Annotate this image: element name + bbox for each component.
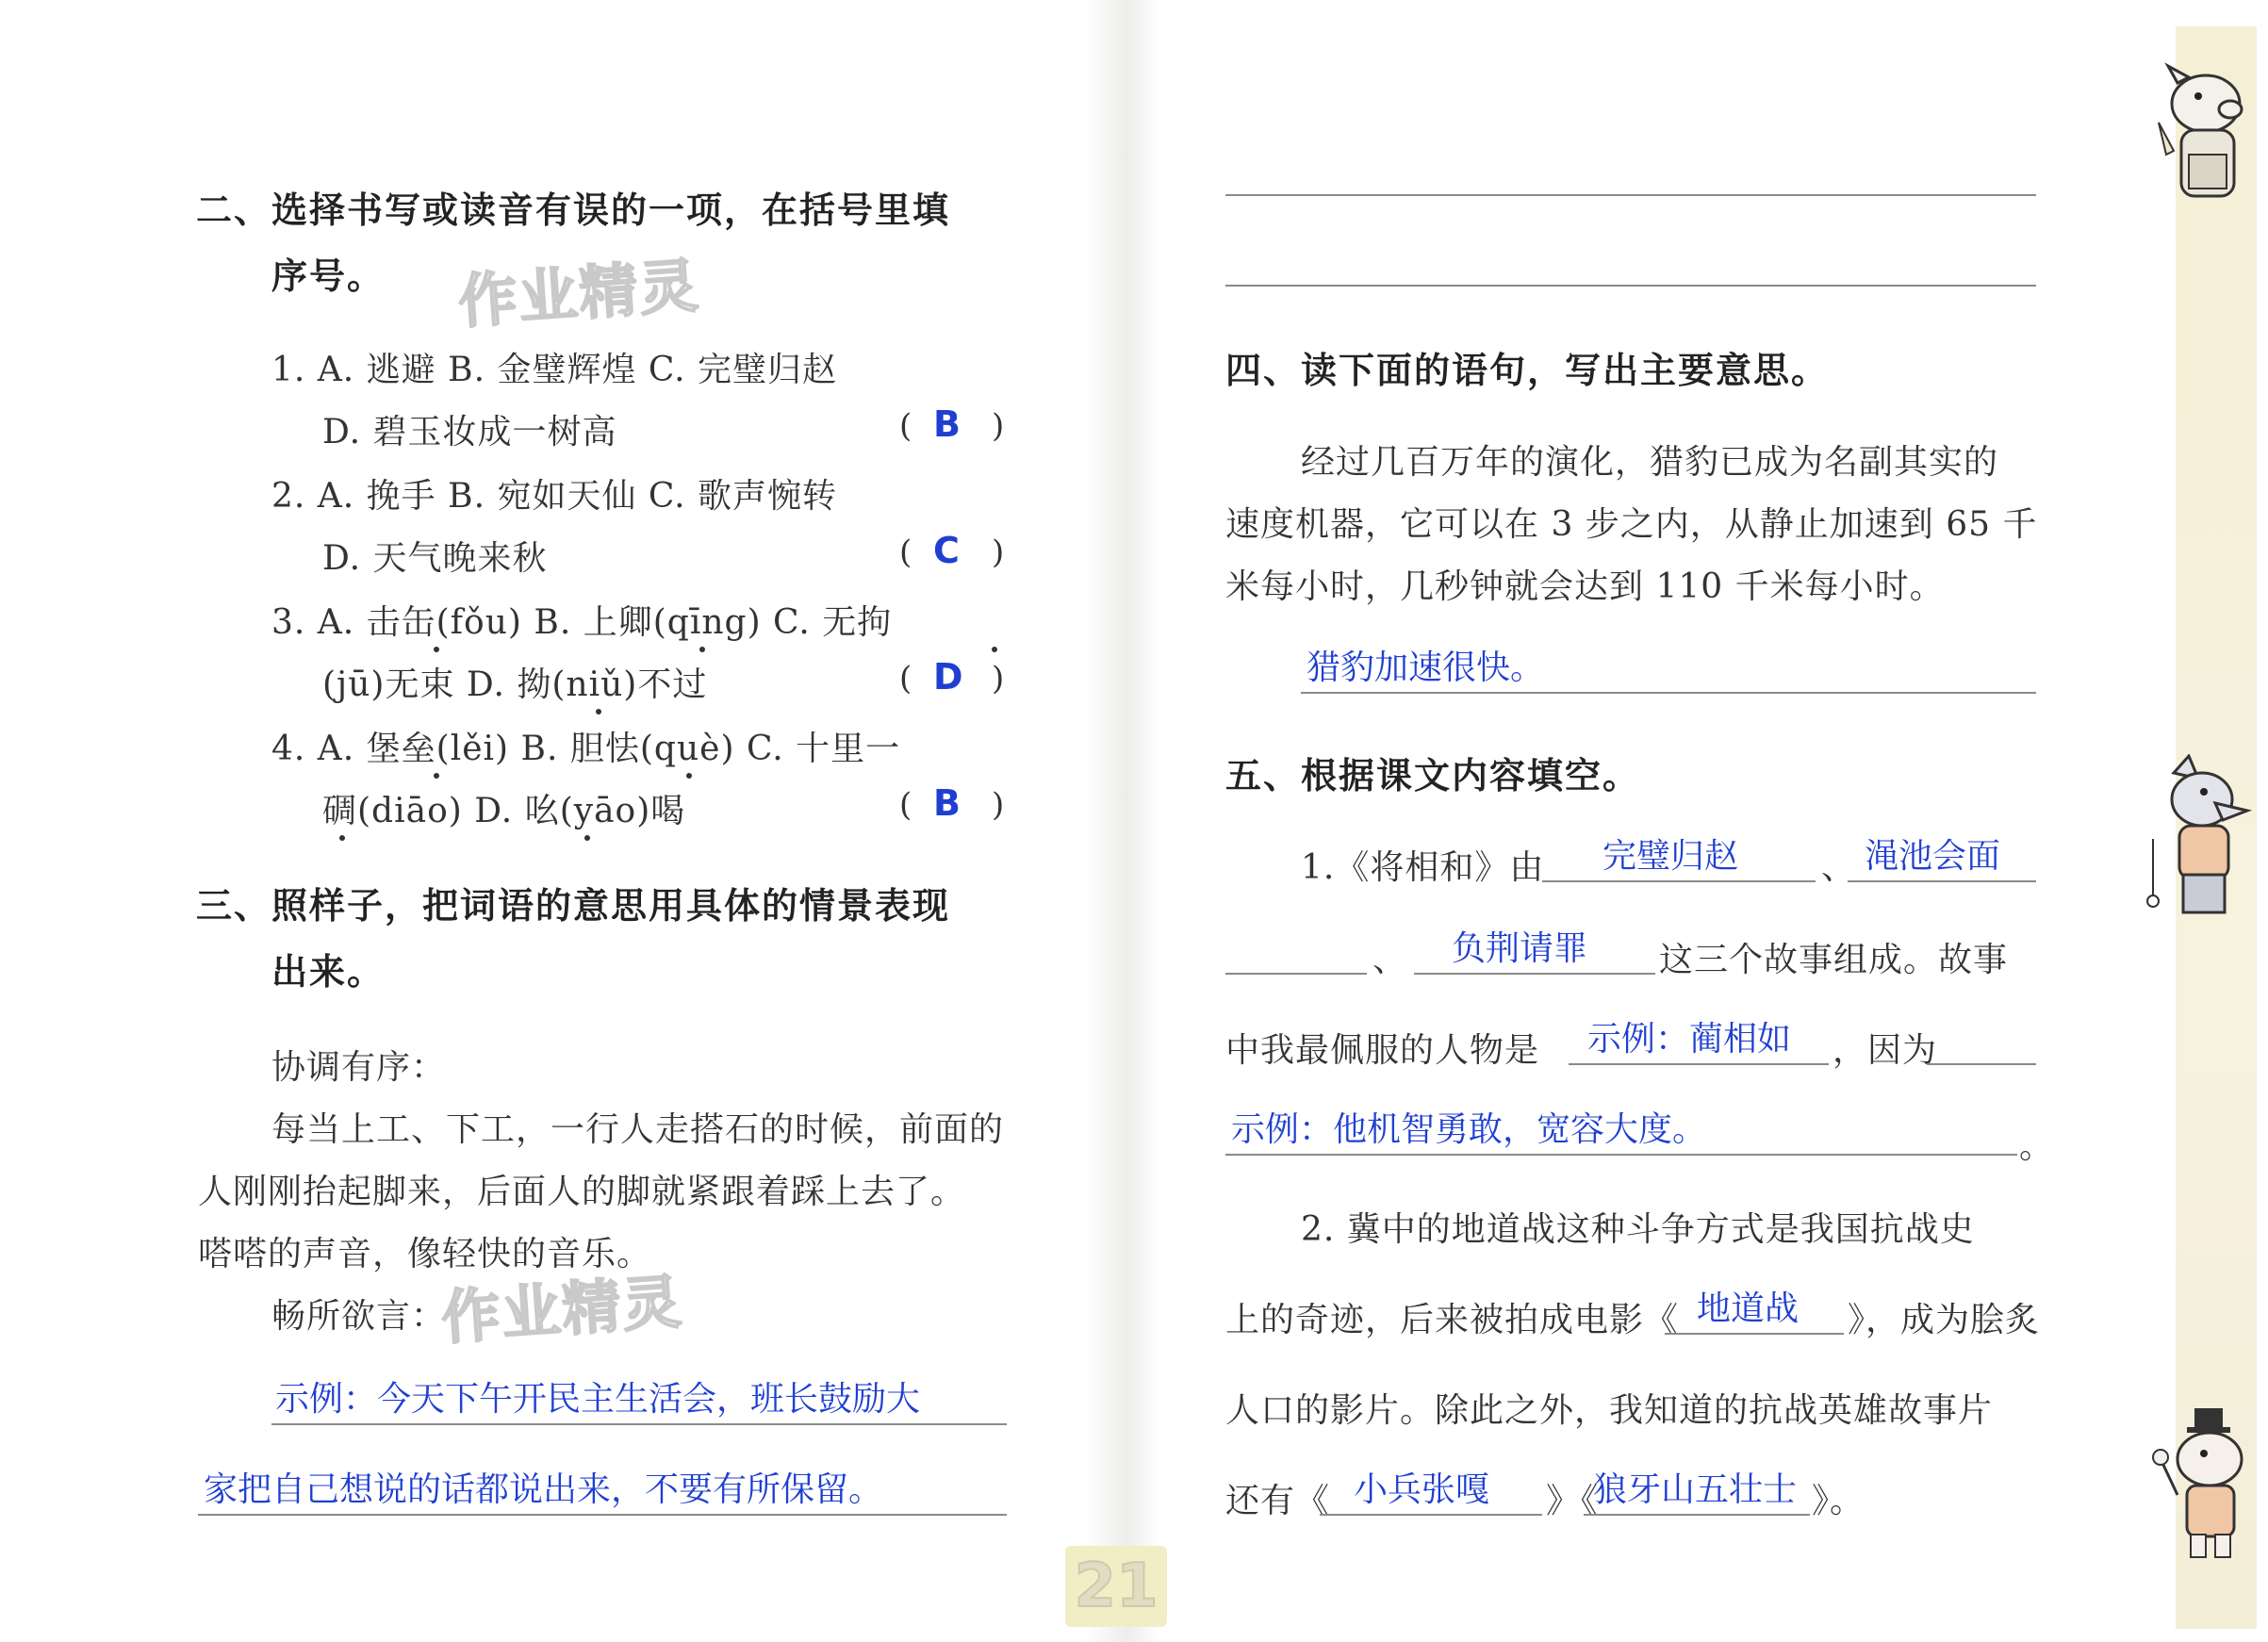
blank-line xyxy=(1225,285,2036,287)
paren-close: ) xyxy=(992,534,1005,571)
question-2-line2: D. 天气晚来秋 xyxy=(322,539,548,578)
fill-8: 狼牙山五壮士 xyxy=(1593,1470,1798,1509)
page-gutter xyxy=(1084,0,1159,1642)
emphasis-dot xyxy=(584,835,590,841)
q5-2-line4a: 还有《 xyxy=(1225,1482,1331,1520)
page-number: 21 xyxy=(1065,1546,1167,1627)
section4-para-line1: 经过几百万年的演化，猎豹已成为名副其实的 xyxy=(1301,443,1999,482)
fill-4: 示例：蔺相如 xyxy=(1587,1020,1792,1059)
q5-2-line4b: 》《 xyxy=(1546,1482,1600,1520)
fill-underline xyxy=(1848,880,2036,882)
q5-2-line4c: 》。 xyxy=(1812,1482,1865,1520)
answer-underline xyxy=(198,1514,1007,1516)
answer-line2: 家把自己想说的话都说出来，不要有所保留。 xyxy=(204,1470,883,1509)
section4-answer: 猎豹加速很快。 xyxy=(1307,649,1545,687)
paren-close: ) xyxy=(992,660,1005,698)
answer-2: C xyxy=(933,530,960,571)
fill-underline xyxy=(1927,1063,2036,1065)
wolf-cartoon-icon xyxy=(2136,754,2264,933)
question-1-line1: 1. A. 逃避 B. 金璧辉煌 C. 完璧归赵 xyxy=(271,351,838,389)
q5-1-line3: 中我最佩服的人物是 xyxy=(1225,1031,1540,1070)
q5-1-prefix: 1.《将相和》由 xyxy=(1301,848,1545,887)
q5-1-sep2: 、 xyxy=(1372,941,1408,979)
answer-underline xyxy=(271,1423,1007,1425)
emphasis-dot xyxy=(699,647,705,652)
answer-line1: 示例：今天下午开民主生活会，班长鼓励大 xyxy=(275,1380,921,1419)
section3-heading-line2: 出来。 xyxy=(271,951,386,993)
question-1-line2: D. 碧玉妆成一树高 xyxy=(322,413,617,452)
fill-underline xyxy=(1584,1514,1810,1516)
paren-close: ) xyxy=(992,786,1005,824)
fill-6: 地道战 xyxy=(1697,1289,1800,1328)
paren-open: ( xyxy=(899,534,912,571)
q5-2-line3: 人口的影片。除此之外，我知道的抗战英雄故事片 xyxy=(1225,1391,1994,1430)
fill-7: 小兵张嘎 xyxy=(1354,1470,1490,1509)
fill-underline xyxy=(1320,1514,1542,1516)
answer-underline xyxy=(1301,692,2036,694)
q5-1-end: 。 xyxy=(2019,1127,2055,1166)
emphasis-dot xyxy=(596,709,601,714)
q5-1-because: ，因为 xyxy=(1832,1031,1938,1070)
section2-heading-line2: 序号。 xyxy=(271,255,386,297)
watermark: 作业精灵 xyxy=(439,1267,685,1353)
emphasis-dot xyxy=(339,835,345,841)
pig-cartoon-icon xyxy=(2140,57,2268,226)
emphasis-dot xyxy=(686,773,692,779)
question-2-line1: 2. A. 挽手 B. 宛如天仙 C. 歌声惋转 xyxy=(271,477,838,516)
blank-line xyxy=(1225,194,2036,196)
fill-underline xyxy=(1225,973,1367,975)
emphasis-dot xyxy=(992,647,997,652)
q5-2-line1: 2. 冀中的地道战这种斗争方式是我国抗战史 xyxy=(1301,1210,1975,1249)
paren-close: ) xyxy=(992,407,1005,445)
word-changsuoyuyan: 畅所欲言： xyxy=(271,1297,447,1336)
fill-5: 示例：他机智勇敢，宽容大度。 xyxy=(1231,1110,1707,1149)
question-4-line1: 4. A. 堡垒(lěi) B. 胆怯(què) C. 十里一 xyxy=(271,730,901,768)
example-line2: 人刚刚抬起脚来，后面人的脚就紧跟着踩上去了。 xyxy=(198,1173,966,1211)
fill-3: 负荆请罪 xyxy=(1452,929,1588,968)
answer-1: B xyxy=(933,403,961,445)
example-line3: 嗒嗒的声音，像轻快的音乐。 xyxy=(198,1235,652,1273)
answer-4: B xyxy=(933,782,961,824)
q5-1-mid: 这三个故事组成。故事 xyxy=(1659,941,2009,979)
fill-underline xyxy=(1542,880,1816,882)
section3-heading-line1: 三、照样子，把词语的意思用具体的情景表现 xyxy=(196,885,951,927)
section4-para-line2: 速度机器，它可以在 3 步之内，从静止加速到 65 千 xyxy=(1225,505,2038,544)
q5-2-line2a: 上的奇迹，后来被拍成电影《 xyxy=(1225,1301,1680,1339)
section5-heading: 五、根据课文内容填空。 xyxy=(1225,755,1641,796)
fill-1: 完璧归赵 xyxy=(1602,837,1739,876)
question-4-line2: 碉(diāo) D. 吆(yāo)喝 xyxy=(322,792,686,830)
word-xietiao: 协调有序： xyxy=(271,1048,447,1087)
example-line1: 每当上工、下工，一行人走搭石的时候，前面的 xyxy=(271,1110,1005,1149)
fill-underline xyxy=(1414,973,1655,975)
paren-open: ( xyxy=(899,786,912,824)
dog-cartoon-icon xyxy=(2149,1404,2268,1565)
question-3-line1: 3. A. 击缶(fǒu) B. 上卿(qīng) C. 无拘 xyxy=(271,603,893,642)
watermark: 作业精灵 xyxy=(456,251,702,337)
section4-para-line3: 米每小时，几秒钟就会达到 110 千米每小时。 xyxy=(1225,567,1945,606)
emphasis-dot xyxy=(434,647,439,652)
fill-underline xyxy=(1569,1063,1829,1065)
paren-open: ( xyxy=(899,407,912,445)
section4-heading: 四、读下面的语句，写出主要意思。 xyxy=(1225,350,1830,391)
fill-underline xyxy=(1665,1333,1844,1335)
answer-3: D xyxy=(933,656,963,698)
emphasis-dot xyxy=(434,773,439,779)
q5-2-line2b: 》，成为脍炙 xyxy=(1848,1301,2041,1339)
fill-2: 渑池会面 xyxy=(1865,837,2001,876)
q5-1-sep: 、 xyxy=(1821,848,1857,887)
paren-open: ( xyxy=(899,660,912,698)
fill-underline xyxy=(1225,1154,2017,1156)
question-3-line2: (jū)无束 D. 拗(niǔ)不过 xyxy=(322,665,708,704)
section2-heading-line1: 二、选择书写或读音有误的一项，在括号里填 xyxy=(196,189,951,231)
